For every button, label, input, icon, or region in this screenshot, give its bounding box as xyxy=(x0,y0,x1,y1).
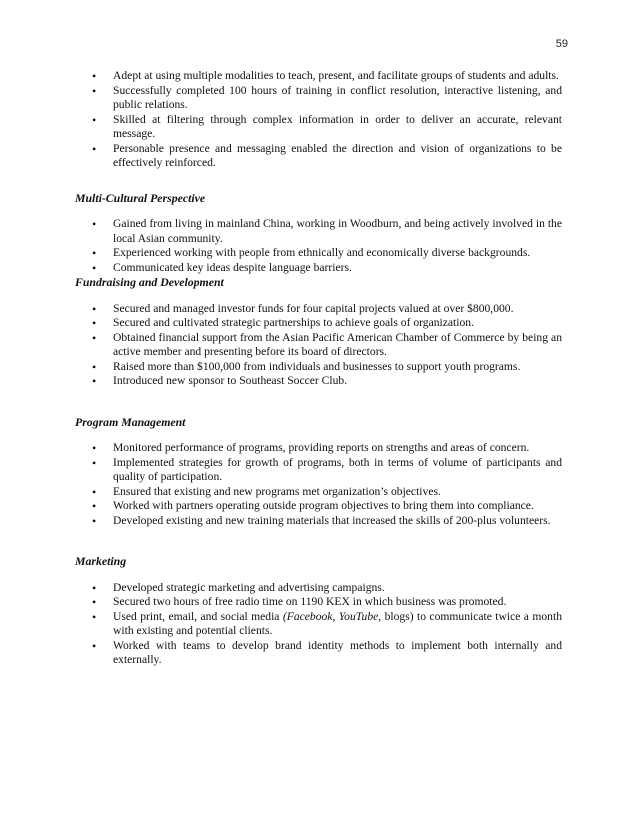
intro-bullet-list xyxy=(75,69,562,171)
list-item: • Secured and cultivated strategic partnerships to achieve goals of organization. xyxy=(75,316,562,331)
social-separator: , xyxy=(332,609,339,623)
facebook-text: Facebook xyxy=(286,609,333,623)
list-item: • Obtained financial support from the Asian Pacific American Chamber of Commerce by being an active member and presenting before its board of directors. xyxy=(75,331,562,360)
document-body xyxy=(75,69,562,668)
list-item xyxy=(75,610,562,639)
page-number: 59 xyxy=(555,38,568,50)
fundraising-bullet-list xyxy=(75,302,562,389)
section-title-fundraising: Fundraising and Development xyxy=(75,275,224,289)
section-title-multicultural: Multi-Cultural Perspective xyxy=(75,190,206,205)
list-item: • Skilled at filtering through complex information in order to deliver an accurate, relevant message. xyxy=(75,113,562,142)
list-item: • Developed strategic marketing and advertising campaigns. xyxy=(75,581,562,596)
list-item: • Introduced new sponsor to Southeast Soccer Club. xyxy=(75,374,562,389)
list-item: • Worked with teams to develop brand identity methods to implement both internally and externally. xyxy=(75,639,562,668)
list-item: • Adept at using multiple modalities to teach, present, and facilitate groups of students and adults. xyxy=(75,69,562,84)
list-item: • Experienced working with people from ethnically and economically diverse backgrounds. xyxy=(75,246,562,261)
list-item: • Secured two hours of free radio time on 1190 KEX in which business was promoted. xyxy=(75,595,562,610)
list-item: • Ensured that existing and new programs met organization’s objectives. xyxy=(75,485,562,500)
multicultural-bullet-list xyxy=(75,217,562,275)
marketing-bullet-list xyxy=(75,581,562,668)
social-rest-text: , blogs) to communicate twice a month with existing and potential clients. xyxy=(113,609,562,637)
list-item: • Developed existing and new training materials that increased the skills of 200-plus volunteers. xyxy=(75,514,562,529)
list-item: • Raised more than $100,000 from individuals and businesses to support youth programs. xyxy=(75,360,562,375)
list-item: • Secured and managed investor funds for four capital projects valued at over $800,000. xyxy=(75,302,562,317)
list-item: • Successfully completed 100 hours of training in conflict resolution, interactive listening, and public relations. xyxy=(75,84,562,113)
list-item: • Monitored performance of programs, providing reports on strengths and areas of concern. xyxy=(75,441,562,456)
list-item: • Gained from living in mainland China, working in Woodburn, and being actively involved in the local Asian community. xyxy=(75,217,562,246)
social-paren-open: ( xyxy=(282,609,287,623)
list-item-text: Used print, email, and social media xyxy=(113,609,280,623)
youtube-text: YouTube xyxy=(338,609,379,623)
section-title-program-management: Program Management xyxy=(75,414,186,429)
list-item: • Communicated key ideas despite language barriers. xyxy=(75,261,562,276)
list-item: • Worked with partners operating outside program objectives to bring them into compliance. xyxy=(75,499,562,514)
list-item: • Implemented strategies for growth of programs, both in terms of volume of participants and quality of participation. xyxy=(75,456,562,485)
program-management-bullet-list xyxy=(75,441,562,528)
section-title-marketing: Marketing xyxy=(75,554,127,568)
list-item: • Personable presence and messaging enabled the direction and vision of organizations to be effectively reinforced. xyxy=(75,142,562,171)
